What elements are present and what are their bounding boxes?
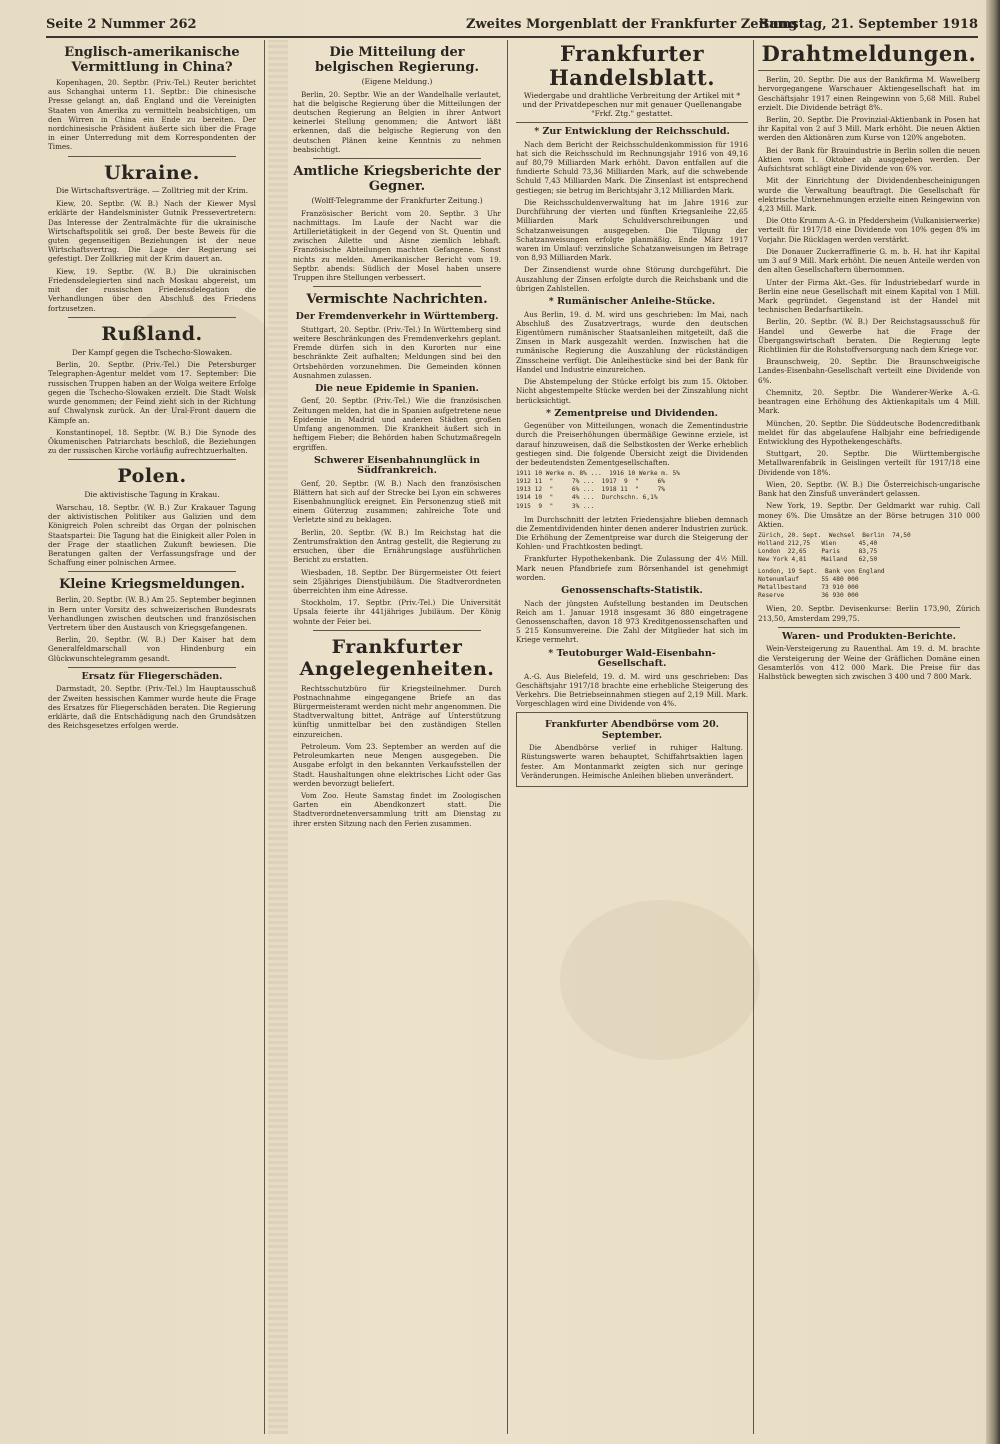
headline-zementpreise: * Zementpreise und Dividenden. <box>546 407 718 419</box>
exchange-rate-table: Zürich, 20. Sept. Wechsel Berlin 74,50 Holland 212,75 Wien 45,40 London 22,65 Paris 83,75 New York 4,81 Mailand 62,50 <box>758 531 911 564</box>
header-date: Samstag, 21. September 1918 <box>759 17 978 32</box>
article-text: Französischer Bericht vom 20. Septbr. 3 Uhr nachmittags. Im Laufe der Nacht war die Artillerietätigkeit in der Gegend von St. Quentin und zwischen Ailette und Aisne ziemlich lebhaft. Französische Abteilungen machten Gefangene. Sonst nichts zu melden. Amerikanischer Bericht vom 19. Septbr. abends: Südlich der Mosel haben unsere Truppen ihre Stellungen verbessert. <box>293 208 501 283</box>
subheadline: Die aktivistische Tagung in Krakau. <box>84 490 220 500</box>
masthead-drahtmeldungen: Drahtmeldungen. <box>761 41 977 66</box>
header-publication: Zweites Morgenblatt der Frankfurter Zeitung <box>466 17 798 32</box>
article-text: Vom Zoo. Heute Samstag findet im Zoologischen Garten ein Abendkonzert statt. Die Stadtverordnetenversammlung tritt am Dienstag zu ihrer ersten Sitzung nach den Ferien zusammen. <box>293 790 501 828</box>
column-rule <box>507 40 508 1434</box>
article-text: Kiew, 20. Septbr. (W. B.) Nach der Kiewer Mysl erklärte der Handelsminister Gutnik Pressevertretern: Das Interesse der Zentralmächte für die ukrainische Wirtschaftspolitik sei groß. Der beste Beweis für die guten gegenseitigen Beziehungen ist der neue Wirtschaftsvertrag. Die Lage der Regierung sei gefestigt. Der Zollkrieg mit der Krim dauert an. <box>48 199 256 264</box>
article-text: Die Abstempelung der Stücke erfolgt bis zum 15. Oktober. Nicht abgestempelte Stücke werden bei der Zinszahlung nicht berücksichtigt. <box>516 377 748 405</box>
article-text: Nach der jüngsten Aufstellung bestanden im Deutschen Reich am 1. Januar 1918 insgesamt 36 880 eingetragene Genossenschaften, davon 18 973 Kreditgenossenschaften und 5 215 Konsumvereine. Die Zahl der Mitglieder hat sich im Kriege vermehrt. <box>516 598 748 645</box>
article-text: Berlin, 20. Septbr. (W. B.) Der Reichstagsausschuß für Handel und Gewerbe hat die Frage der Übergangswirtschaft beraten. Die Regierung legte Richtlinien für die Rohstoffversorgung nach dem Kriege vor. <box>758 317 980 355</box>
article-text: Berlin, 20. Septbr. Die aus der Bankfirma M. Wawelberg hervorgegangene Warschauer Aktiengesellschaft hat im Geschäftsjahr 1917 einen Reingewinn von 5,68 Mill. Rubel erzielt. Die Dividende beträgt 8%. <box>758 75 980 112</box>
article-text: Berlin, 20. Septbr. (Priv.-Tel.) Die Petersburger Telegraphen-Agentur meldet vom 17. September: Die russischen Truppen haben an der Wolga weitere Erfolge gegen die Tschecho-Slowaken erzielt. Die Stadt Wolsk wurde genommen; der Feind zieht sich in der Richtung auf Chwalynsk zurück. An der Ural-Front dauern die Kämpfe an. <box>48 360 256 425</box>
article-text: Nach dem Bericht der Reichsschuldenkommission für 1916 hat sich die Reichsschuld im Rechnungsjahr 1916 von 49,16 auf 80,79 Milliarden Mark erhöht. Davon entfallen auf die fundierte Schuld 73,36 Milliarden Mark, auf die schwebende Schuld 7,43 Milliarden Mark. Die Zinsenlast ist entsprechend gestiegen; sie betrug im Berichtsjahr 3,12 Milliarden Mark. <box>516 139 748 195</box>
article-text: Die Reichsschuldenverwaltung hat im Jahre 1916 zur Durchführung der vierten und fünften Kriegsanleihe 22,65 Milliarden Mark Schuldverschreibungen und Schatzanweisungen ausgegeben. Die Tilgung der Schatzanweisungen erfolgte planmäßig. Ende März 1917 waren im Umlauf: verzinsliche Schatzanweisungen im Betrage von 8,93 Milliarden Mark. <box>516 197 748 263</box>
headline-ersatz: Ersatz für Fliegerschäden. <box>81 670 223 682</box>
headline-vermischte-nachrichten: Vermischte Nachrichten. <box>306 292 488 308</box>
article-text: Wiesbaden, 18. Septbr. Der Bürgermeister Ott feiert sein 25jähriges Dienstjubiläum. Die Stadtverordneten überreichten ihm eine Adresse. <box>293 567 501 595</box>
headline-frankfurter-angelegenheiten: Frankfurter Angelegenheiten. <box>299 635 495 680</box>
article-text: Gegenüber von Mitteilungen, wonach die Zementindustrie durch die Preiserhöhungen übermäßige Gewinne erziele, ist darauf hinzuweisen, daß die Selbstkosten der Werke erheblich gestiegen sind. Die folgende Übersicht zeigt die Dividenden der bedeutendsten Zementgesellschaften. <box>516 421 748 468</box>
divider <box>313 158 481 159</box>
headline-russland: Rußland. <box>101 322 203 345</box>
article-text: Berlin, 20. Septbr. Die Provinzial-Aktienbank in Posen hat ihr Kapital von 2 auf 3 Mill. Mark erhöht. Die neuen Aktien werden den Aktionären zum Kurse von 120% angeboten. <box>758 115 980 143</box>
headline-ukraine: Ukraine. <box>104 161 200 184</box>
article-text: Stockholm, 17. Septbr. (Priv.-Tel.) Die Universität Upsala feierte ihr 441jähriges Jubiläum. Der König wohnte der Feier bei. <box>293 598 501 626</box>
divider <box>313 630 481 631</box>
headline-teutoburger: * Teutoburger Wald-Eisenbahn-Gesellschaft. <box>548 647 716 670</box>
subheadline: Der Fremdenverkehr in Württemberg. <box>295 311 499 323</box>
masthead-handelsblatt: Frankfurter Handelsblatt. <box>548 41 716 91</box>
divider <box>68 317 236 318</box>
article-text: Wien, 20. Septbr. Devisenkurse: Berlin 173,90, Zürich 213,50, Amsterdam 299,75. <box>758 604 980 623</box>
dividend-table: 1911 10 Werke m. 8% ... 1916 10 Werke m. 5% 1912 11 " 7% ... 1917 9 " 6% 1913 12 " 6% ... 1918 11 " 7% 1914 10 " 4% ... Durchschn. 6,1% 1915 9 " 3% ... <box>516 470 680 510</box>
article-text: Kiew, 19. Septbr. (W. B.) Die ukrainischen Friedensdelegierten sind nach Moskau abgereist, um mit der russischen Friedensdelegation die Verhandlungen über den Abschluß des Friedens fortzusetzen. <box>48 266 256 313</box>
article-text: Konstantinopel, 18. Septbr. (W. B.) Die Synode des Ökumenischen Patriarchats beschloß, die Beziehungen zu der russischen Kirche vorläufig aufrechtzuerhalten. <box>48 427 256 456</box>
divider <box>516 122 748 123</box>
article-text: Wien, 20. Septbr. (W. B.) Die Österreichisch-ungarische Bank hat den Zinsfuß unverändert gelassen. <box>758 479 980 499</box>
subheadline: (Wolff-Telegramme der Frankfurter Zeitung.) <box>311 195 483 205</box>
article-text: Chemnitz, 20. Septbr. Die Wanderer-Werke A.-G. beantragen eine Erhöhung des Aktienkapitals um 4 Mill. Mark. <box>758 387 980 416</box>
headline-rumaenische-anleihe: * Rumänischer Anleihe-Stücke. <box>548 296 716 308</box>
article-text: Stuttgart, 20. Septbr. Die Württembergische Metallwarenfabrik in Geislingen verteilt für 1917/18 eine Dividende von 18%. <box>758 449 980 477</box>
column-rule <box>753 40 754 1434</box>
headline-china: Englisch-amerikanische Vermittlung in China? <box>64 45 240 75</box>
divider <box>778 627 960 628</box>
article-text: A.-G. Aus Bielefeld, 19. d. M. wird uns geschrieben: Das Geschäftsjahr 1917/18 brachte eine erhebliche Steigerung des Verkehrs. Die Betriebseinnahmen stiegen auf 2,19 Mill. Mark. Vorgeschlagen wird eine Dividende von 4%. <box>516 671 748 709</box>
article-text: Berlin, 20. Septbr. (W. B.) Im Reichstag hat die Zentrumsfraktion den Antrag gestellt, die Regierung zu ersuchen, über die Ernährungslage ausführlichen Bericht zu erstatten. <box>293 527 501 565</box>
divider <box>68 156 236 157</box>
masthead-subtitle: Wiedergabe und drahtliche Verbreitung der Artikel mit * und der Privatdepeschen nur mit genauer Quellenangabe "Frkf. Ztg." gestattet. <box>522 91 742 118</box>
bank-statement-table: London, 19 Sept. Bank von England Notenumlauf 55 480 000 Metallbestand 73 910 000 Reserve 36 930 000 <box>758 568 885 600</box>
article-text: Im Durchschnitt der letzten Friedensjahre blieben demnach die Zementdividenden hinter denen anderer Industrien zurück. Die Erhöhung der Zementpreise war durch die Steigerung der Kohlen- und Frachtkosten bedingt. <box>516 514 748 552</box>
headline-reichsschuld: * Zur Entwicklung der Reichsschuld. <box>534 126 730 138</box>
column-2 <box>293 40 501 1434</box>
headline-genossenschaft: Genossenschafts-Statistik. <box>561 585 703 597</box>
header-page-number: Seite 2 Nummer 262 <box>46 17 197 32</box>
article-text: Bei der Bank für Brauindustrie in Berlin sollen die neuen Aktien vom 1. Oktober ab ausgegeben werden. Der Aufsichtsrat schlägt eine Dividende von 6% vor. <box>758 145 980 174</box>
page-header <box>46 14 978 38</box>
article-text: Unter der Firma Akt.-Ges. für Industriebedarf wurde in Berlin eine neue Gesellschaft mit einem Kapital von 1 Mill. Mark gegründet. Gegenstand ist der Handel mit technischen Bedarfsartikeln. <box>758 277 980 315</box>
article-text: Stuttgart, 20. Septbr. (Priv.-Tel.) In Württemberg sind weitere Beschränkungen des Fremdenverkehrs geplant. Fremde dürfen sich in den Kurorten nur eine beschränkte Zeit aufhalten; Meldungen sind bei den Ortsbehörden vorzunehmen. Die Gemeinden können Ausnahmen zulassen. <box>293 324 501 380</box>
article-text: Berlin, 20. Septbr. Wie an der Wandelhalle verlautet, hat die belgische Regierung über die Mitteilungen der deutschen Regierung an Belgien in ihrer Antwort keinerlei Stellung genommen; die Antwort läßt erkennen, daß die belgische Regierung von den deutschen Plänen keine Kenntnis zu nehmen beabsichtigt. <box>293 89 501 154</box>
article-text: Kopenhagen, 20. Septbr. (Priv.-Tel.) Reuter berichtet aus Schanghai unterm 11. Septbr.: Die chinesische Presse gelangt an, daß England und die Vereinigten Staaten von Amerika zu vermitteln beabsichtigen, um den Wirren in China ein Ende zu bereiten. Der nordchinesische Präsident äußerte sich über die Frage in einer Unterredung mit dem Korrespondenten der Times. <box>48 77 256 152</box>
article-text: Rechtsschutzbüro für Kriegsteilnehmer. Durch Postnachnahme eingegangene Briefe an das Bürgermeisteramt werden nicht mehr angenommen. Die Stadtverwaltung bittet, Anträge auf Unterstützung künftig unmittelbar bei den zuständigen Stellen einzureichen. <box>293 683 501 739</box>
paper-fold-gutter <box>268 40 288 1434</box>
subheadline: (Eigene Meldung.) <box>361 76 433 86</box>
article-text: München, 20. Septbr. Die Süddeutsche Bodencreditbank meldet für das abgelaufene Halbjahr eine befriedigende Entwicklung des Hypothekengeschäfts. <box>758 418 980 447</box>
divider <box>313 286 481 287</box>
binding-edge <box>986 0 1000 1444</box>
article-text: Darmstadt, 20. Septbr. (Priv.-Tel.) Im Hauptausschuß der Zweiten hessischen Kammer wurde heute die Frage des Ersatzes für Fliegerschäden beraten. Die Regierung erklärte, daß die Entschädigung nach den Grundsätzen des Reichsgesetzes erfolgen werde. <box>48 684 256 731</box>
article-text: Die Abendbörse verlief in ruhiger Haltung. Rüstungswerte waren behauptet, Schiffahrtsaktien lagen fester. Am Montanmarkt zeigten sich nur geringe Veränderungen. Heimische Anleihen blieben unverändert. <box>521 743 743 780</box>
article-text: Petroleum. Vom 23. September an werden auf die Petroleumkarten neue Mengen ausgegeben. Die Ausgabe erfolgt in den bekannten Verkaufsstellen der Stadt. Haushaltungen ohne elektrisches Licht oder Gas werden bevorzugt beliefert. <box>293 741 501 788</box>
article-text: New York, 19. Septbr. Der Geldmarkt war ruhig. Call money 6%. Die Umsätze an der Börse betrugen 310 000 Aktien. <box>758 501 980 529</box>
subheadline: Die neue Epidemie in Spanien. <box>315 382 479 394</box>
column-rule <box>264 40 265 1434</box>
headline-belgische-regierung: Die Mitteilung der belgischen Regierung. <box>314 45 479 75</box>
abendboerse-box <box>516 712 748 787</box>
column-4 <box>758 40 980 1434</box>
divider <box>68 459 236 460</box>
subheadline: Die Wirtschaftsverträge. — Zolltrieg mit der Krim. <box>55 186 249 196</box>
headline-waren-berichte: Waren- und Produkten-Berichte. <box>782 630 956 642</box>
headline-kleine-kriegsmeldungen: Kleine Kriegsmeldungen. <box>59 577 245 593</box>
article-text: Wein-Versteigerung zu Rauenthal. Am 19. d. M. brachte die Versteigerung der Weine der Gräflichen Domäne einen Gesamterlös von 412 000 Mark. Die Preise für das Halbstück bewegten sich zwischen 3 400 und 7 800 Mark. <box>758 644 980 682</box>
article-text: Berlin, 20. Septbr. (W. B.) Der Kaiser hat dem Generalfeldmarschall von Hindenburg ein Glückwunschtelegramm gesandt. <box>48 635 256 663</box>
subheadline: Der Kampf gegen die Tschecho-Slowaken. <box>71 347 233 357</box>
article-text: Aus Berlin, 19. d. M. wird uns geschrieben: Im Mai, nach Abschluß des Zusatzvertrags, wurde den deutschen Eigentümern rumänischer Staatsanleihen mitgeteilt, daß die Zinsen in Mark ausgezahlt werden. Inzwischen hat die rumänische Regierung die Auszahlung der rückständigen Zinsscheine verfügt. Die Anleihestücke sind bei der Bank für Handel und Industrie einzureichen. <box>516 309 748 374</box>
article-text: Genf, 20. Septbr. (W. B.) Nach den französischen Blättern hat sich auf der Strecke bei Lyon ein schweres Eisenbahnunglück ereignet. Ein Personenzug stieß mit einem Güterzug zusammen; zahlreiche Tote und Verletzte sind zu beklagen. <box>293 478 501 525</box>
article-text: Genf, 20. Septbr. (Priv.-Tel.) Wie die französischen Zeitungen melden, hat die in Spanien aufgetretene neue Epidemie in Madrid und anderen Städten großen Umfang angenommen. Die Krankheit äußert sich in heftigem Fieber; die Behörden haben Schutzmaßregeln ergriffen. <box>293 396 501 452</box>
article-text: Warschau, 18. Septbr. (W. B.) Zur Krakauer Tagung der aktivistischen Politiker aus Galizien und dem Königreich Polen schreibt das Organ der polnischen Staatspartei: Die Tagung hat die Einigkeit aller Polen in der Frage der staatlichen Zukunft bewiesen. Die Beratungen galten der Verfassungsfrage und der Schaffung einer polnischen Armee. <box>48 502 256 568</box>
article-text: Die Otto Krumm A.-G. in Pfeddersheim (Vulkanisierwerke) verteilt für 1917/18 eine Dividende von 10% gegen 8% im Vorjahr. Die Rücklagen werden verstärkt. <box>758 216 980 244</box>
article-text: Frankfurter Hypothekenbank. Die Zulassung der 4½ Mill. Mark neuen Pfandbriefe zum Börsenhandel ist genehmigt worden. <box>516 554 748 582</box>
column-1 <box>48 40 256 1434</box>
headline-kriegsberichte-gegner: Amtliche Kriegsberichte der Gegner. <box>293 164 501 194</box>
headline-polen: Polen. <box>117 465 187 488</box>
article-text: Der Zinsendienst wurde ohne Störung durchgeführt. Die Auszahlung der Zinsen erfolgte durch die Reichsbank und die übrigen Zahlstellen. <box>516 265 748 293</box>
headline-abendboerse: Frankfurter Abendbörse vom 20. September. <box>544 719 719 741</box>
article-text: Braunschweig, 20. Septbr. Die Braunschweigische Landes-Eisenbahn-Gesellschaft verteilt eine Dividende von 6%. <box>758 357 980 385</box>
divider <box>68 571 236 572</box>
divider <box>68 667 236 668</box>
subheadline: Schwerer Eisenbahnunglück in Südfrankreich. <box>313 454 481 477</box>
column-3 <box>516 40 748 1434</box>
article-text: Mit der Einrichtung der Dividendenbescheinigungen wurde die Verwaltung beauftragt. Die Gesellschaft für elektrische Unternehmungen erzielte einen Reingewinn von 4,23 Mill. Mark. <box>758 176 980 213</box>
article-text: Berlin, 20. Septbr. (W. B.) Am 25. September beginnen in Bern unter Vorsitz des schweizerischen Bundesrats Verhandlungen zwischen deutschen und französischen Vertretern über den Austausch von Kriegsgefangenen. <box>48 595 256 632</box>
article-text: Die Donauer Zuckerraffinerie G. m. b. H. hat ihr Kapital um 3 auf 9 Mill. Mark erhöht. Die neuen Anteile werden von den alten Gesellschaftern übernommen. <box>758 246 980 275</box>
divider <box>758 70 980 71</box>
